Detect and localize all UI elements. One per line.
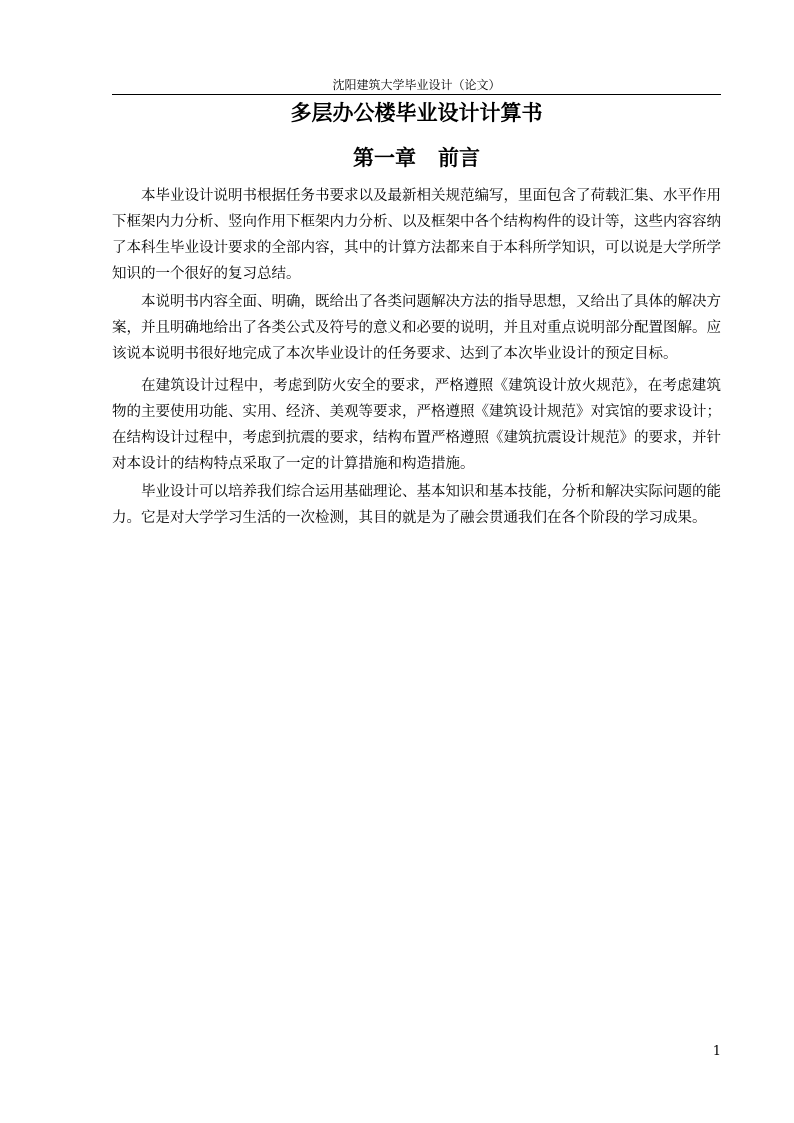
paragraph: 在建筑设计过程中，考虑到防火安全的要求，严格遵照《建筑设计放火规范》，在考虑建筑物的主要使用功能、实用、经济、美观等要求，严格遵照《建筑设计规范》对宾馆的要求设计；在结构设计过程中，考虑到抗震的要求，结构布置严格遵照《建筑抗震设计规范》的要求，并针对本设计的结构特点采取了一定的计算措施和构造措施。 — [112, 378, 721, 472]
chapter-title: 第一章 前言 — [353, 146, 480, 170]
paragraph: 本说明书内容全面、明确，既给出了各类问题解决方法的指导思想，又给出了具体的解决方案，并且明确地给出了各类公式及符号的意义和必要的说明，并且对重点说明部分配置图解。应该说本说明书很好地完成了本次毕业设计的任务要求、达到了本次毕业设计的预定目标。 — [112, 294, 721, 362]
paragraph: 本毕业设计说明书根据任务书要求以及最新相关规范编写，里面包含了荷载汇集、水平作用下框架内力分析、竖向作用下框架内力分析、以及框架中各个结构构件的设计等，这些内容容纳了本科生毕业设计要求的全部内容，其中的计算方法都来自于本科所学知识，可以说是大学所学知识的一个很好的复习总结。 — [112, 188, 721, 282]
body-text — [112, 183, 721, 533]
paragraph: 毕业设计可以培养我们综合运用基础理论、基本知识和基本技能，分析和解决实际问题的能力。它是对大学学习生活的一次检测，其目的就是为了融会贯通我们在各个阶段的学习成果。 — [112, 484, 721, 526]
page-number: 1 — [712, 1044, 721, 1059]
header-rule — [112, 94, 721, 95]
document-title: 多层办公楼毕业设计计算书 — [290, 101, 543, 125]
running-header: 沈阳建筑大学毕业设计（论文） — [332, 78, 501, 92]
